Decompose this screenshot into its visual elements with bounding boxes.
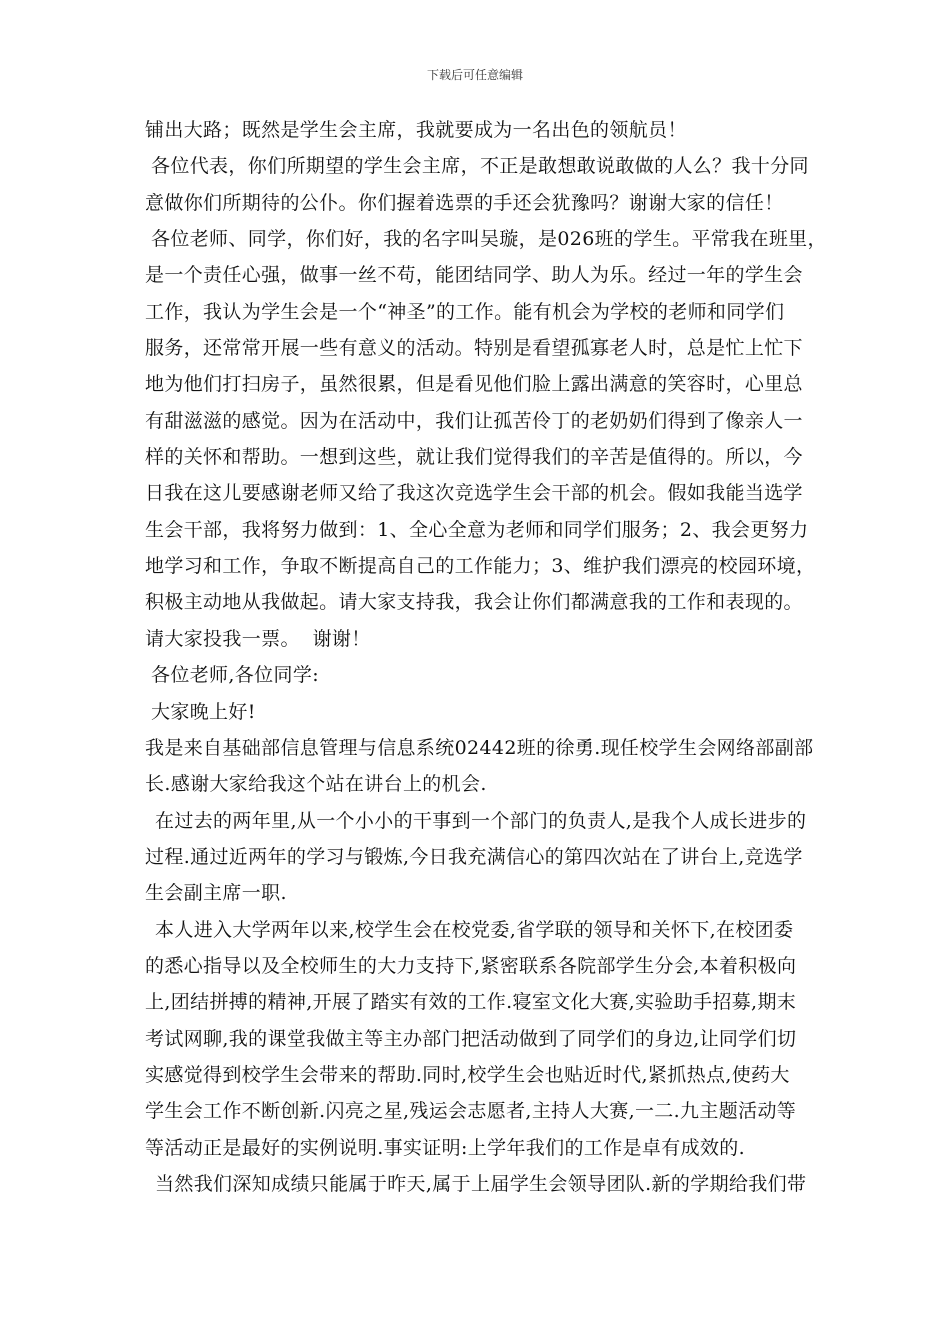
text-line: 请大家投我一票。 谢谢！ xyxy=(145,627,371,650)
text-line: 地为他们打扫房子，虽然很累，但是看见他们脸上露出满意的笑容时，心里总 xyxy=(145,373,803,396)
text-line: 过程.通过近两年的学习与锻炼,今日我充满信心的第四次站在了讲台上,竞选学 xyxy=(145,845,803,868)
text-line: 在过去的两年里,从一个小小的干事到一个部门的负责人,是我个人成长进步的 xyxy=(155,809,807,832)
text-line: 各位老师,各位同学: xyxy=(151,664,319,687)
text-line: 学生会工作不断创新.闪亮之星,残运会志愿者,主持人大赛,一二.九主题活动等 xyxy=(145,1100,797,1123)
text-line: 铺出大路；既然是学生会主席，我就要成为一名出色的领航员！ xyxy=(145,119,687,141)
text-line: 生会副主席一职. xyxy=(145,882,287,905)
text-line: 上,团结拼搏的精神,开展了踏实有效的工作.寝室文化大赛,实验助手招募,期末 xyxy=(145,991,797,1014)
text-line: 地学习和工作，争取不断提高自己的工作能力；3、维护我们漂亮的校园环境， xyxy=(145,555,816,578)
text-line: 实感觉得到校学生会带来的帮助.同时,校学生会也贴近时代,紧抓热点,使药大 xyxy=(145,1063,790,1086)
text-line: 本人进入大学两年以来,校学生会在校党委,省学联的领导和关怀下,在校团委 xyxy=(155,918,794,941)
text-line: 我是来自基础部信息管理与信息系统02442班的徐勇.现任校学生会网络部副部 xyxy=(145,736,814,759)
text-line: 考试网聊,我的课堂我做主等主办部门把活动做到了同学们的身边,让同学们切 xyxy=(145,1027,797,1050)
text-line: 服务，还常常开展一些有意义的活动。特别是看望孤寡老人时，总是忙上忙下 xyxy=(145,337,803,360)
text-line: 的悉心指导以及全校师生的大力支持下,紧密联系各院部学生分会,本着积极向 xyxy=(145,954,797,977)
text-line: 是一个责任心强，做事一丝不苟，能团结同学、助人为乐。经过一年的学生会 xyxy=(145,264,803,287)
page-header: 下载后可任意编辑 xyxy=(426,68,523,82)
text-line: 积极主动地从我做起。请大家支持我，我会让你们都满意我的工作和表现的。 xyxy=(145,591,803,614)
text-line: 意做你们所期待的公仆。你们握着选票的手还会犹豫吗？谢谢大家的信任！ xyxy=(145,191,784,214)
text-line: 有甜滋滋的感觉。因为在活动中，我们让孤苦伶丁的老奶奶们得到了像亲人一 xyxy=(145,409,803,432)
text-line: 长.感谢大家给我这个站在讲台上的机会. xyxy=(145,773,487,796)
text-line: 生会干部，我将努力做到：1、全心全意为老师和同学们服务；2、我会更努力 xyxy=(145,518,809,541)
text-line: 工作，我认为学生会是一个“神圣”的工作。能有机会为学校的老师和同学们 xyxy=(145,300,785,323)
text-line: 样的关怀和帮助。一想到这些，就让我们觉得我们的辛苦是值得的。所以，今 xyxy=(145,446,803,469)
text-line: 各位老师、同学，你们好，我的名字叫吴璇，是026班的学生。平常我在班里， xyxy=(151,228,827,251)
text-line: 日我在这儿要感谢老师又给了我这次竞选学生会干部的机会。假如我能当选学 xyxy=(145,482,803,505)
text-line: 各位代表，你们所期望的学生会主席，不正是敢想敢说敢做的人么？我十分同 xyxy=(151,155,809,178)
text-line: 等活动正是最好的实例说明.事实证明:上学年我们的工作是卓有成效的. xyxy=(145,1136,746,1159)
text-line: 大家晚上好! xyxy=(151,700,256,723)
document-body xyxy=(145,112,827,1202)
text-line: 当然我们深知成绩只能属于昨天,属于上届学生会领导团队.新的学期给我们带 xyxy=(155,1172,807,1195)
